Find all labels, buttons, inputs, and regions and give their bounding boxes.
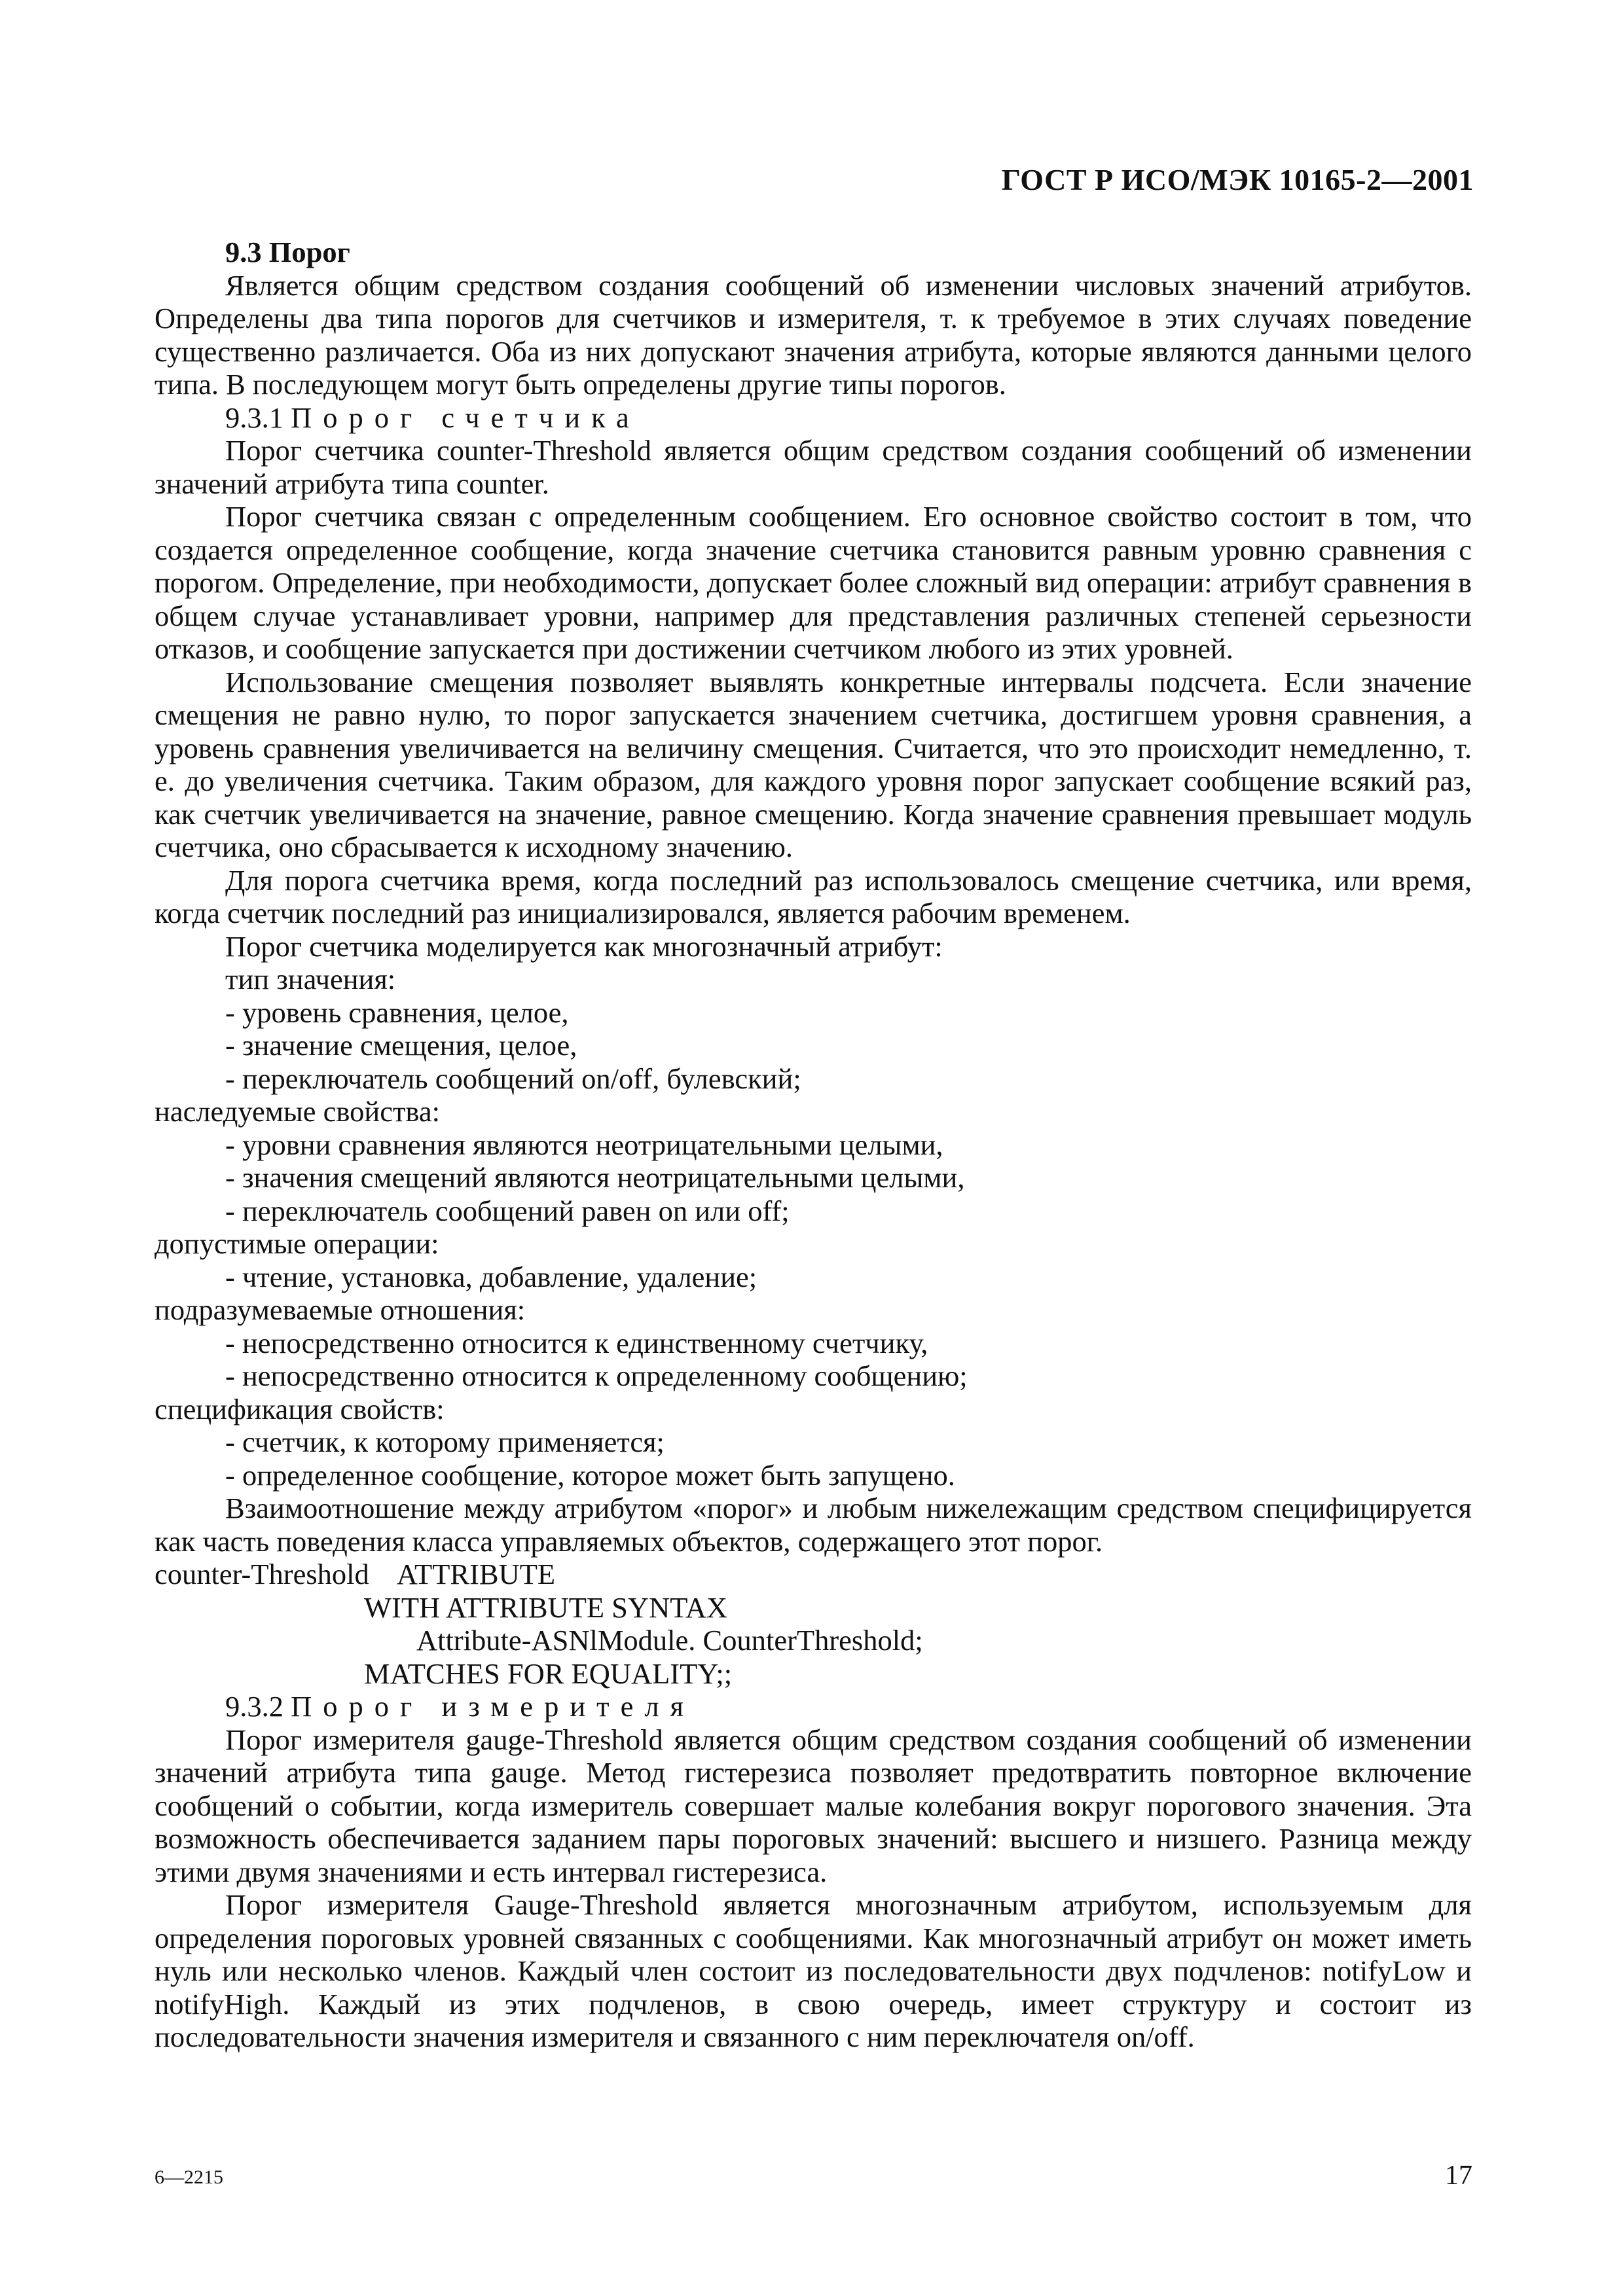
- subsection-title: Порог измерителя: [291, 1690, 695, 1723]
- code-line: Attribute-ASNlModule. CounterThreshold;: [416, 1624, 923, 1657]
- subsection-heading-9-3-2: [155, 1690, 1472, 1723]
- subsection-title: Порог счетчика: [291, 401, 640, 434]
- list-item: - определенное сообщение, которое может быть запущено.: [225, 1458, 955, 1492]
- list-item: - счетчик, к которому применяется;: [225, 1426, 665, 1458]
- paragraph: Порог измерителя gauge-Threshold является общим средством создания сообщений об изменении значений атрибута типа gauge. Метод гистерезиса позволяет предотвратить повторное включение сообщений о событии, когда измеритель совершает малые колебания вокруг порогового значения. Эта возможность обеспечивается заданием пары пороговых значений: высшего и низшего. Разница между этими двумя значениями и есть интервал гистерезиса.: [155, 1723, 1472, 1888]
- paragraph: Порог счетчика counter-Threshold является общим средством создания сообщений об изменении значений атрибута типа counter.: [155, 434, 1472, 500]
- document-code-header: ГОСТ Р ИСО/МЭК 10165-2—2001: [1001, 163, 1474, 196]
- code-line: counter-Threshold ATTRIBUTE: [155, 1558, 556, 1590]
- list-heading: наследуемые свойства:: [155, 1095, 440, 1128]
- list-item: - уровень сравнения, целое,: [225, 996, 569, 1029]
- subsection-number: 9.3.2: [225, 1690, 283, 1723]
- list-heading: допустимые операции:: [155, 1227, 439, 1260]
- list-item: - переключатель сообщений равен on или off;: [225, 1194, 790, 1227]
- paragraph: Взаимоотношение между атрибутом «порог» и любым нижележащим средством специфицируется как часть поведения класса управляемых объектов, содержащего этот порог.: [155, 1492, 1472, 1558]
- list-item: - непосредственно относится к единственному счетчику,: [225, 1326, 928, 1359]
- section-heading-9-3: 9.3 Порог: [225, 236, 350, 268]
- subsection-number: 9.3.1: [225, 401, 283, 434]
- paragraph: Для порога счетчика время, когда последний раз использовалось смещение счетчика, или время, когда счетчик последний раз инициализировался, является рабочим временем.: [155, 863, 1472, 929]
- list-heading: подразумеваемые отношения:: [155, 1293, 526, 1326]
- document-body: [155, 236, 1472, 2054]
- paragraph: Является общим средством создания сообщений об изменении числовых значений атрибутов. Определены два типа порогов для счетчиков и измерителя, т. к требуемое в этих случаях поведение существенно различается. Оба из них допускают значения атрибута, которые являются данными целого типа. В последующем могут быть определены другие типы порогов.: [155, 268, 1472, 401]
- list-item: - чтение, установка, добавление, удаление;: [225, 1260, 757, 1293]
- list-item: - переключатель сообщений on/off, булевский;: [225, 1062, 801, 1095]
- paragraph: Порог измерителя Gauge-Threshold является многозначным атрибутом, используемым для определения пороговых уровней связанных с сообщениями. Как многозначный атрибут он может иметь нуль или несколько членов. Каждый член состоит из последовательности двух подчленов: notifyLow и notifyHigh. Каждый из этих подчленов, в свою очередь, имеет структуру и состоит из последовательности значения измерителя и связанного с ним переключателя on/off.: [155, 1888, 1472, 2053]
- list-heading: спецификация свойств:: [155, 1392, 445, 1426]
- subsection-heading-9-3-1: [155, 401, 1472, 435]
- list-item: - уровни сравнения являются неотрицательными целыми,: [225, 1128, 943, 1161]
- list-heading: тип значения:: [225, 963, 396, 996]
- code-line: WITH ATTRIBUTE SYNTAX: [364, 1590, 728, 1624]
- print-code: 6—2215: [155, 2166, 223, 2188]
- paragraph: Порог счетчика моделируется как многозначный атрибут:: [225, 929, 943, 963]
- paragraph: Использование смещения позволяет выявлять конкретные интервалы подсчета. Если значение смещения не равно нулю, то порог запускается значением счетчика, достигшем уровня сравнения, а уровень сравнения увеличивается на величину смещения. Считается, что это происходит немедленно, т. е. до увеличения счетчика. Таким образом, для каждого уровня порог запускает сообщение всякий раз, как счетчик увеличивается на значение, равное смещению. Когда значение сравнения превышает модуль счетчика, оно сбрасывается к исходному значению.: [155, 665, 1472, 863]
- list-item: - значения смещений являются неотрицательными целыми,: [225, 1161, 965, 1194]
- page-number: 17: [1445, 2161, 1472, 2191]
- code-line: MATCHES FOR EQUALITY;;: [364, 1657, 733, 1690]
- paragraph: Порог счетчика связан с определенным сообщением. Его основное свойство состоит в том, что создается определенное сообщение, когда значение счетчика становится равным уровню сравнения с порогом. Определение, при необходимости, допускает более сложный вид операции: атрибут сравнения в общем случае устанавливает уровни, например для представления различных степеней серьезности отказов, и сообщение запускается при достижении счетчиком любого из этих уровней.: [155, 500, 1472, 665]
- list-item: - непосредственно относится к определенному сообщению;: [225, 1359, 968, 1392]
- list-item: - значение смещения, целое,: [225, 1029, 577, 1062]
